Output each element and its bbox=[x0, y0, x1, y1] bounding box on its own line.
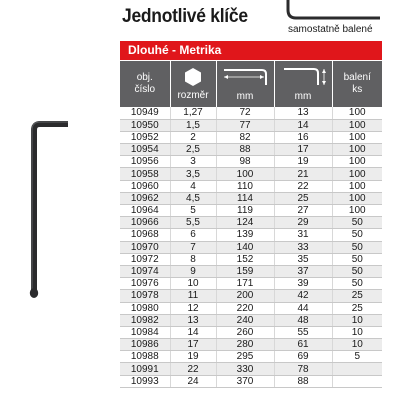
table-row bbox=[120, 314, 382, 326]
cell-size: 19 bbox=[170, 351, 216, 363]
table-row bbox=[120, 119, 382, 131]
table-row bbox=[120, 107, 382, 119]
cell-pack: 50 bbox=[332, 241, 382, 253]
long-arm-dimension-icon bbox=[220, 65, 270, 87]
table-row bbox=[120, 351, 382, 363]
cell-code: 10960 bbox=[120, 180, 170, 192]
cell-short-length: 29 bbox=[274, 217, 332, 229]
cell-code: 10964 bbox=[120, 205, 170, 217]
cell-code: 10986 bbox=[120, 339, 170, 351]
cell-short-length: 42 bbox=[274, 290, 332, 302]
table-row bbox=[120, 229, 382, 241]
cell-size: 8 bbox=[170, 253, 216, 265]
cell-code: 10968 bbox=[120, 229, 170, 241]
cell-long-length: 280 bbox=[216, 339, 274, 351]
table-row bbox=[120, 326, 382, 338]
cell-size: 5 bbox=[170, 205, 216, 217]
cell-size: 6 bbox=[170, 229, 216, 241]
header-code-line1: obj. bbox=[136, 72, 153, 83]
packaging-note: samostatně balené bbox=[288, 24, 373, 35]
cell-long-length: 140 bbox=[216, 241, 274, 253]
cell-short-length: 19 bbox=[274, 156, 332, 168]
cell-pack: 100 bbox=[332, 119, 382, 131]
header-code-line2: číslo bbox=[134, 84, 156, 95]
cell-long-length: 98 bbox=[216, 156, 274, 168]
cell-size: 2 bbox=[170, 131, 216, 143]
table-row bbox=[120, 144, 382, 156]
cell-pack bbox=[332, 375, 382, 387]
cell-size: 1,27 bbox=[170, 107, 216, 119]
cell-short-length: 88 bbox=[274, 375, 332, 387]
cell-pack: 100 bbox=[332, 168, 382, 180]
cell-short-length: 33 bbox=[274, 241, 332, 253]
header-pack-line2: ks bbox=[352, 84, 363, 95]
cell-pack: 10 bbox=[332, 339, 382, 351]
cell-pack: 10 bbox=[332, 314, 382, 326]
cell-code: 10956 bbox=[120, 156, 170, 168]
cell-long-length: 72 bbox=[216, 107, 274, 119]
cell-short-length: 61 bbox=[274, 339, 332, 351]
cell-size: 13 bbox=[170, 314, 216, 326]
cell-long-length: 77 bbox=[216, 119, 274, 131]
cell-code: 10952 bbox=[120, 131, 170, 143]
cell-long-length: 260 bbox=[216, 326, 274, 338]
header-short-length bbox=[274, 61, 332, 107]
cell-short-length: 37 bbox=[274, 265, 332, 277]
cell-size: 17 bbox=[170, 339, 216, 351]
table-row bbox=[120, 168, 382, 180]
table-row bbox=[120, 253, 382, 265]
table-row bbox=[120, 131, 382, 143]
cell-long-length: 220 bbox=[216, 302, 274, 314]
cell-long-length: 82 bbox=[216, 131, 274, 143]
cell-size: 3,5 bbox=[170, 168, 216, 180]
category-banner: Dlouhé - Metrika bbox=[120, 41, 382, 60]
table-row bbox=[120, 180, 382, 192]
cell-pack: 25 bbox=[332, 302, 382, 314]
cell-short-length: 21 bbox=[274, 168, 332, 180]
product-table bbox=[120, 61, 382, 388]
header-size bbox=[170, 61, 216, 107]
cell-long-length: 240 bbox=[216, 314, 274, 326]
cell-code: 10970 bbox=[120, 241, 170, 253]
cell-short-length: 13 bbox=[274, 107, 332, 119]
cell-long-length: 200 bbox=[216, 290, 274, 302]
cell-short-length: 69 bbox=[274, 351, 332, 363]
cell-size: 4 bbox=[170, 180, 216, 192]
cell-long-length: 370 bbox=[216, 375, 274, 387]
cell-pack: 50 bbox=[332, 217, 382, 229]
packaged-key-icon bbox=[284, 0, 380, 22]
cell-code: 10954 bbox=[120, 144, 170, 156]
cell-long-length: 88 bbox=[216, 144, 274, 156]
table-row bbox=[120, 241, 382, 253]
cell-short-length: 35 bbox=[274, 253, 332, 265]
table-row bbox=[120, 217, 382, 229]
cell-pack: 100 bbox=[332, 131, 382, 143]
cell-short-length: 39 bbox=[274, 278, 332, 290]
cell-code: 10949 bbox=[120, 107, 170, 119]
cell-long-length: 110 bbox=[216, 180, 274, 192]
cell-pack: 50 bbox=[332, 278, 382, 290]
cell-code: 10978 bbox=[120, 290, 170, 302]
cell-long-length: 100 bbox=[216, 168, 274, 180]
cell-size: 7 bbox=[170, 241, 216, 253]
hexagon-icon bbox=[183, 67, 203, 87]
table-row bbox=[120, 205, 382, 217]
table-row bbox=[120, 265, 382, 277]
cell-code: 10976 bbox=[120, 278, 170, 290]
cell-long-length: 114 bbox=[216, 192, 274, 204]
hex-key-illustration bbox=[28, 118, 70, 300]
cell-size: 2,5 bbox=[170, 144, 216, 156]
cell-size: 4,5 bbox=[170, 192, 216, 204]
cell-code: 10980 bbox=[120, 302, 170, 314]
cell-size: 5,5 bbox=[170, 217, 216, 229]
cell-code: 10974 bbox=[120, 265, 170, 277]
cell-size: 9 bbox=[170, 265, 216, 277]
header-long-unit: mm bbox=[236, 91, 254, 102]
table-row bbox=[120, 290, 382, 302]
cell-pack: 25 bbox=[332, 290, 382, 302]
cell-pack: 50 bbox=[332, 253, 382, 265]
cell-short-length: 55 bbox=[274, 326, 332, 338]
cell-size: 10 bbox=[170, 278, 216, 290]
table-row bbox=[120, 339, 382, 351]
cell-code: 10982 bbox=[120, 314, 170, 326]
cell-code: 10966 bbox=[120, 217, 170, 229]
short-arm-dimension-icon bbox=[278, 65, 328, 87]
cell-code: 10962 bbox=[120, 192, 170, 204]
cell-short-length: 48 bbox=[274, 314, 332, 326]
cell-code: 10958 bbox=[120, 168, 170, 180]
table-row bbox=[120, 192, 382, 204]
table-row bbox=[120, 375, 382, 387]
header-size-label: rozměr bbox=[177, 89, 209, 101]
cell-long-length: 159 bbox=[216, 265, 274, 277]
header-pack-line1: balení bbox=[343, 72, 371, 83]
cell-long-length: 295 bbox=[216, 351, 274, 363]
table-body bbox=[120, 107, 382, 387]
header-long-length bbox=[216, 61, 274, 107]
cell-long-length: 124 bbox=[216, 217, 274, 229]
cell-pack: 100 bbox=[332, 192, 382, 204]
cell-size: 22 bbox=[170, 363, 216, 375]
cell-pack: 50 bbox=[332, 229, 382, 241]
table-row bbox=[120, 363, 382, 375]
cell-pack: 10 bbox=[332, 326, 382, 338]
cell-long-length: 152 bbox=[216, 253, 274, 265]
cell-long-length: 119 bbox=[216, 205, 274, 217]
table-header-row bbox=[120, 61, 382, 107]
cell-pack: 5 bbox=[332, 351, 382, 363]
cell-short-length: 27 bbox=[274, 205, 332, 217]
header-code bbox=[120, 61, 170, 107]
cell-pack: 100 bbox=[332, 156, 382, 168]
cell-size: 11 bbox=[170, 290, 216, 302]
cell-size: 1,5 bbox=[170, 119, 216, 131]
cell-pack: 50 bbox=[332, 265, 382, 277]
cell-pack: 100 bbox=[332, 180, 382, 192]
cell-pack: 100 bbox=[332, 107, 382, 119]
cell-short-length: 17 bbox=[274, 144, 332, 156]
cell-code: 10972 bbox=[120, 253, 170, 265]
cell-long-length: 139 bbox=[216, 229, 274, 241]
cell-size: 14 bbox=[170, 326, 216, 338]
page-title: Jednotlivé klíče bbox=[122, 6, 248, 27]
header-short-unit: mm bbox=[294, 91, 312, 102]
cell-size: 3 bbox=[170, 156, 216, 168]
cell-short-length: 31 bbox=[274, 229, 332, 241]
cell-short-length: 16 bbox=[274, 131, 332, 143]
cell-long-length: 171 bbox=[216, 278, 274, 290]
cell-short-length: 44 bbox=[274, 302, 332, 314]
table-row bbox=[120, 278, 382, 290]
cell-code: 10993 bbox=[120, 375, 170, 387]
table-row bbox=[120, 302, 382, 314]
cell-short-length: 78 bbox=[274, 363, 332, 375]
cell-short-length: 14 bbox=[274, 119, 332, 131]
cell-code: 10984 bbox=[120, 326, 170, 338]
cell-code: 10950 bbox=[120, 119, 170, 131]
table-row bbox=[120, 156, 382, 168]
cell-size: 12 bbox=[170, 302, 216, 314]
cell-size: 24 bbox=[170, 375, 216, 387]
header-pack bbox=[332, 61, 382, 107]
cell-pack bbox=[332, 363, 382, 375]
cell-short-length: 22 bbox=[274, 180, 332, 192]
cell-short-length: 25 bbox=[274, 192, 332, 204]
cell-pack: 100 bbox=[332, 205, 382, 217]
cell-long-length: 330 bbox=[216, 363, 274, 375]
cell-code: 10988 bbox=[120, 351, 170, 363]
cell-code: 10991 bbox=[120, 363, 170, 375]
cell-pack: 100 bbox=[332, 144, 382, 156]
